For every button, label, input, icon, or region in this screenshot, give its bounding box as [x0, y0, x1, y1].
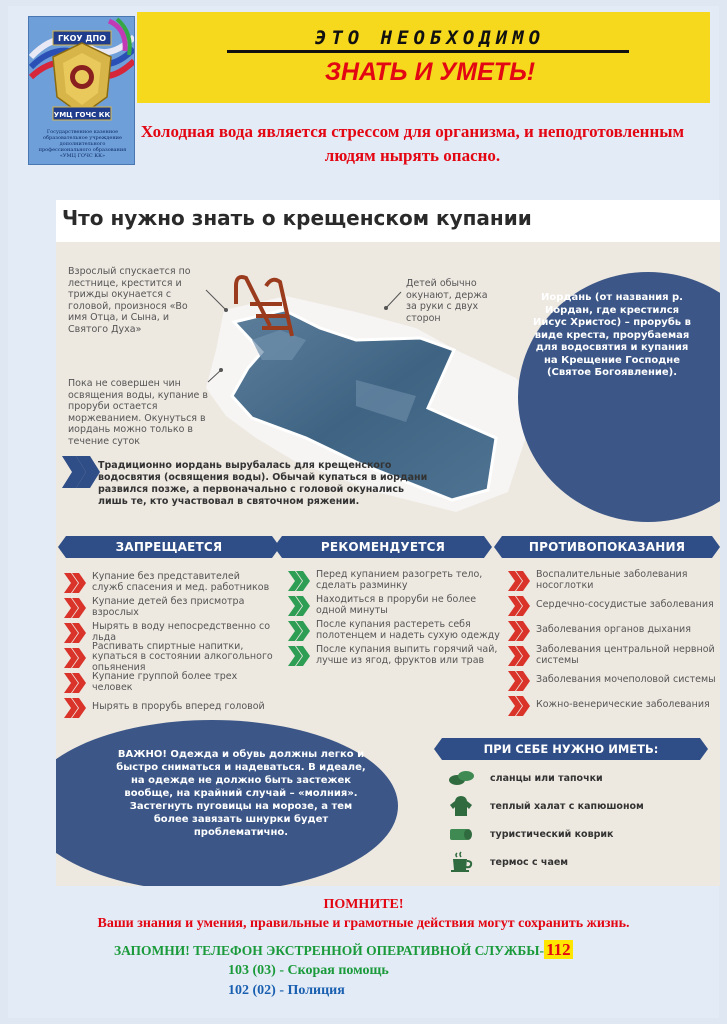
recommended-item-text: После купания выпить горячий чай, лучше из ягод, фруктов или трав: [316, 644, 498, 666]
green-chevron-icon: [288, 571, 310, 591]
green-chevron-icon: [288, 621, 310, 641]
police-label: - Полиция: [275, 983, 345, 998]
bring-item-text: теплый халат с капюшоном: [490, 800, 644, 812]
recommended-header: РЕКОМЕНДУЕТСЯ: [282, 536, 484, 558]
red-chevron-icon: [508, 671, 530, 691]
red-chevron-icon: [64, 648, 86, 668]
forbidden-item-text: Нырять в воду непосредственно со льда: [92, 621, 271, 643]
logo-caption: Государственное казенное образовательное учреждение дополнительного профессионального образования «УМЦ ГОЧС КК»: [38, 129, 127, 159]
police-number: 102 (02): [228, 983, 276, 998]
header-divider: [227, 50, 629, 53]
forbidden-item: [64, 640, 274, 673]
contraindication-item-text: Сердечно-сосудистые заболевания: [536, 599, 714, 611]
footer-remember: ПОМНИТЕ!: [323, 897, 404, 912]
recommended-item: [288, 568, 500, 593]
footer-phone-line: [114, 940, 573, 960]
red-chevron-icon: [64, 598, 86, 618]
contraindication-item-text: Заболевания центральной нервной системы: [536, 644, 715, 666]
red-chevron-icon: [508, 571, 530, 591]
logo: [28, 16, 135, 165]
forbidden-item-text: Купание без представителей служб спасения и мед. работников: [92, 571, 270, 593]
note-adult: Взрослый спускается по лестнице, крестится и трижды окунается с головой, произнося «Во имя Отца, и Сына, и Святого Духа»: [68, 266, 191, 335]
contraindications-list: [508, 568, 718, 718]
header-title-line2: ЗНАТЬ И УМЕТЬ!: [324, 58, 536, 86]
contraindication-item: [508, 693, 718, 718]
red-chevron-icon: [508, 646, 530, 666]
bring-list: [444, 764, 704, 876]
forbidden-item-text: Распивать спиртные напитки, купаться в состоянии алкогольного опьянения: [92, 640, 273, 673]
thermos-icon: [448, 851, 474, 873]
logo-top-text: ГКОУ ДПО: [57, 34, 107, 43]
note-before-blessing: Пока не совершен чин освящения воды, купание в проруби остается моржеванием. Окунуться в иордань можно только в течение суток: [68, 378, 209, 447]
forbidden-item: [64, 595, 274, 620]
tradition-text: Традиционно иордань вырубалась для крещенского водосвятия (освящения воды). Обычай купаться в иордани развился позже, а первоначально с головой окунались лишь те, кто участвовал в святочном ряжении.: [98, 460, 428, 507]
recommended-item: [288, 643, 500, 668]
note-children: Детей обычно окунают, держа за руки с двух сторон: [406, 278, 488, 324]
recommended-item-text: Находиться в проруби не более одной минуты: [316, 594, 477, 616]
forbidden-item-text: Нырять в прорубь вперед головой: [92, 701, 265, 713]
recommended-item-text: После купания растереть себя полотенцем и надеть сухую одежду: [316, 619, 500, 641]
bring-header: ПРИ СЕБЕ НУЖНО ИМЕТЬ:: [442, 738, 700, 760]
emergency-number: 112: [546, 940, 571, 959]
forbidden-item: [64, 670, 274, 695]
recommended-list: [288, 568, 500, 668]
bring-item-text: туристический коврик: [490, 828, 614, 840]
bring-item: [444, 848, 704, 876]
red-chevron-icon: [64, 673, 86, 693]
important-text: ВАЖНО! Одежда и обувь должны легко и быстро сниматься и надеваться. В идеале, на одежде не должно быть застежек вообще, на крайний случай – «молния». Застегнуть пуговицы на морозе, а тем более завязать шнурки будет проблематично.: [116, 749, 366, 838]
bring-item: [444, 764, 704, 792]
footer-phone-label: ЗАПОМНИ! ТЕЛЕФОН ЭКСТРЕННОЙ ОПЕРАТИВНОЙ СЛУЖБЫ-: [114, 943, 545, 958]
slippers-icon: [448, 767, 474, 789]
red-chevron-icon: [64, 698, 86, 718]
infographic-title: Что нужно знать о крещенском купании: [62, 206, 532, 230]
jordan-definition: Иордань (от названия р. Иордан, где крестился Иисус Христос) – прорубь в виде креста, прорубаемая для водосвятия и купания на Крещение Господне (Святое Богоявление).: [533, 292, 691, 378]
recommended-item-text: Перед купанием разогреть тело, сделать разминку: [316, 569, 483, 591]
header-title-line1: ЭТО НЕОБХОДИМО: [314, 27, 546, 49]
contraindication-item: [508, 668, 718, 693]
contraindication-item-text: Воспалительные заболевания носоглотки: [536, 569, 688, 591]
contraindication-item-text: Кожно-венерические заболевания: [536, 699, 710, 711]
contraindication-item: [508, 593, 718, 618]
bring-item: [444, 792, 704, 820]
forbidden-item: [64, 695, 274, 720]
red-chevron-icon: [64, 573, 86, 593]
bring-item-text: сланцы или тапочки: [490, 772, 603, 784]
contraindication-item: [508, 568, 718, 593]
mat-icon: [448, 823, 474, 845]
bring-item: [444, 820, 704, 848]
green-chevron-icon: [288, 646, 310, 666]
contraindication-item: [508, 618, 718, 643]
forbidden-item-text: Купание группой более трех человек: [92, 671, 238, 693]
red-chevron-icon: [508, 621, 530, 641]
forbidden-header: ЗАПРЕЩАЕТСЯ: [66, 536, 272, 558]
red-chevron-icon: [508, 696, 530, 716]
robe-icon: [448, 795, 474, 817]
footer-knowledge: Ваши знания и умения, правильные и грамотные действия могут сохранить жизнь.: [97, 916, 630, 931]
bring-item-text: термос с чаем: [490, 856, 569, 868]
recommended-item: [288, 618, 500, 643]
contraindication-item-text: Заболевания мочеполовой системы: [536, 674, 716, 686]
contraindications-header: ПРОТИВОПОКАЗАНИЯ: [502, 536, 712, 558]
red-chevron-icon: [64, 623, 86, 643]
ambulance-number: 103 (03): [228, 963, 276, 978]
footer-ambulance: [228, 963, 389, 979]
ambulance-label: - Скорая помощь: [275, 963, 389, 978]
contraindication-item-text: Заболевания органов дыхания: [536, 624, 691, 636]
forbidden-list: [64, 570, 274, 720]
infographic: [56, 200, 720, 886]
red-chevron-icon: [508, 596, 530, 616]
forbidden-item-text: Купание детей без присмотра взрослых: [92, 596, 245, 618]
forbidden-item: [64, 570, 274, 595]
footer-police: [228, 983, 345, 999]
green-chevron-icon: [288, 596, 310, 616]
recommended-item: [288, 593, 500, 618]
logo-bottom-text: УМЦ ГОЧС КК: [53, 111, 111, 119]
emblem-icon: [29, 17, 135, 129]
intro-warning: Холодная вода является стрессом для организма, и неподготовленным людям нырять опасно.: [140, 122, 685, 165]
contraindication-item: [508, 643, 718, 668]
